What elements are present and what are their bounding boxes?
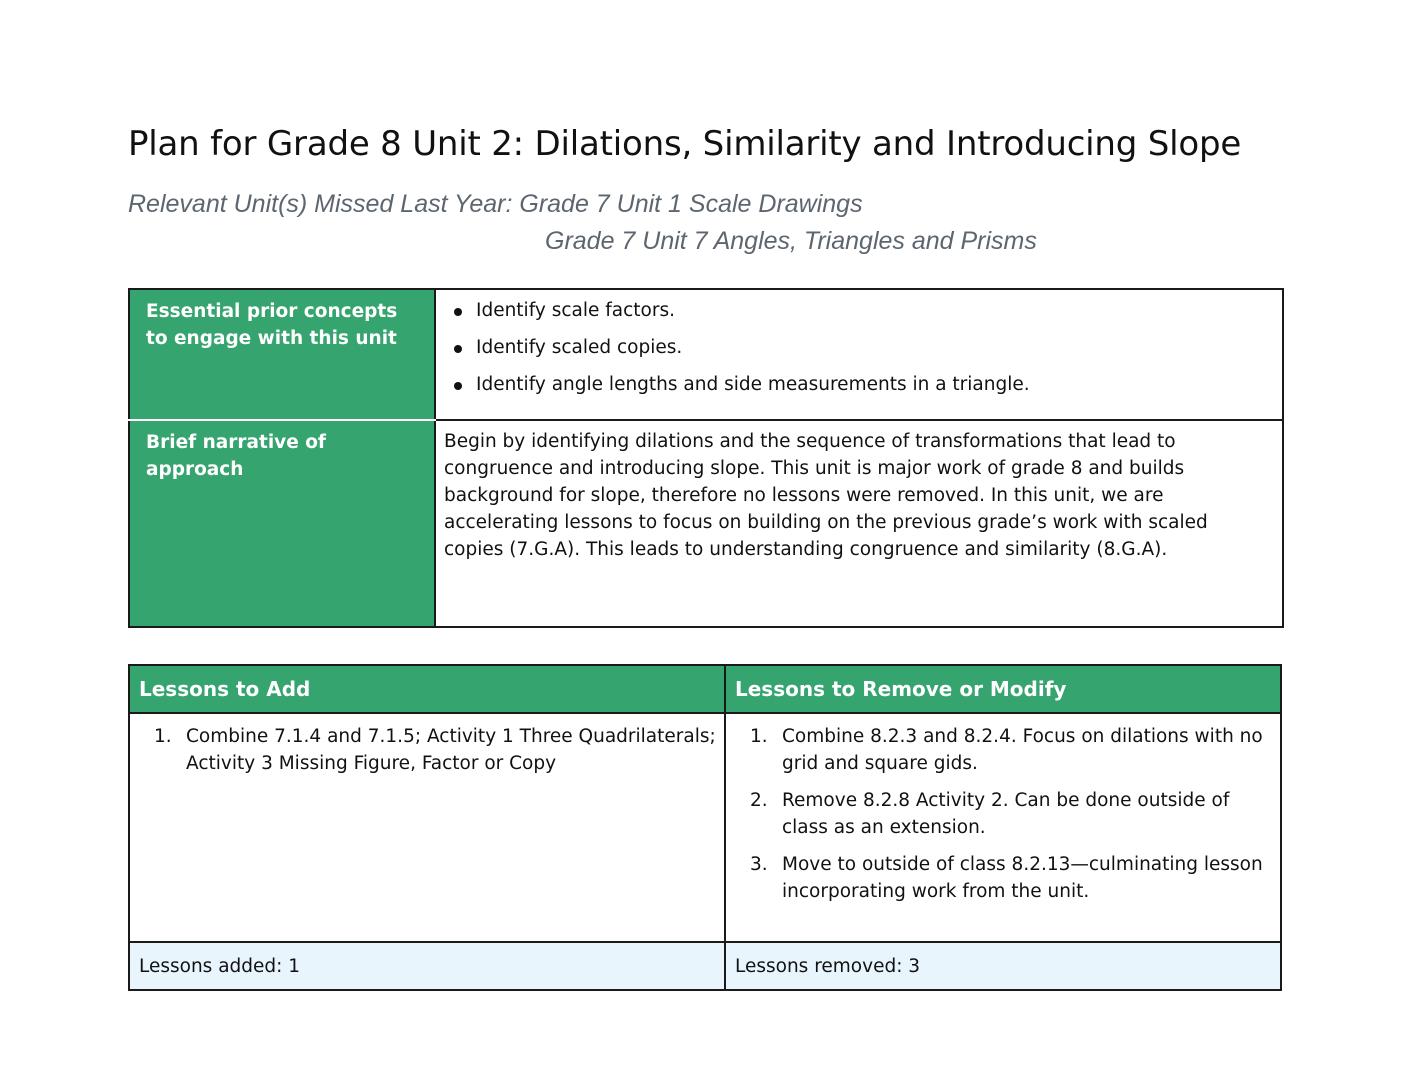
list-item [452, 334, 1272, 361]
list-item-number: 3. [750, 854, 768, 875]
subtitle-line-2: Grade 7 Unit 7 Angles, Triangles and Prisms [545, 227, 1037, 255]
narrative-row [129, 420, 1283, 627]
subtitle [128, 186, 1037, 260]
prior-concepts-row [129, 289, 1283, 420]
list-item-number: 1. [154, 726, 172, 747]
list-item-text: Combine 8.2.3 and 8.2.4. Focus on dilations with no grid and square gids. [782, 726, 1263, 774]
lessons-table [128, 664, 1282, 991]
list-item-number: 1. [750, 726, 768, 747]
list-item [734, 723, 1272, 777]
bullet-icon [454, 382, 462, 390]
lessons-to-add-header: Lessons to Add [129, 665, 725, 713]
list-item [138, 723, 716, 777]
lessons-header-row [129, 665, 1281, 713]
prior-concepts-cell [435, 289, 1283, 420]
list-item [452, 371, 1272, 398]
lessons-summary-row [129, 942, 1281, 990]
list-item-text: Identify angle lengths and side measurements in a triangle. [476, 374, 1030, 395]
list-item-text: Combine 7.1.4 and 7.1.5; Activity 1 Three Quadrilaterals; Activity 3 Missing Figure, Factor or Copy [186, 726, 716, 774]
lessons-to-remove-cell [725, 713, 1281, 942]
narrative-label: Brief narrative of approach [129, 420, 435, 627]
list-item [734, 787, 1272, 841]
prior-concepts-label: Essential prior concepts to engage with this unit [129, 289, 435, 420]
bullet-icon [454, 345, 462, 353]
lessons-to-add-list [138, 723, 716, 777]
bullet-icon [454, 308, 462, 316]
narrative-text: Begin by identifying dilations and the sequence of transformations that lead to congruence and introducing slope. This unit is major work of grade 8 and builds background for slope, therefore no lessons were removed. In this unit, we are accelerating lessons to focus on building on the previous grade’s work with scaled copies (7.G.A). This leads to understanding congruence and similarity (8.G.A). [435, 420, 1283, 627]
list-item-text: Identify scale factors. [476, 300, 675, 321]
list-item [734, 851, 1272, 905]
list-item [452, 297, 1272, 324]
list-item-number: 2. [750, 790, 768, 811]
subtitle-line-1: Relevant Unit(s) Missed Last Year: Grade 7 Unit 1 Scale Drawings [128, 190, 863, 218]
prior-concepts-list [444, 297, 1272, 398]
lessons-removed-summary: Lessons removed: 3 [725, 942, 1281, 990]
lessons-to-remove-list [734, 723, 1272, 905]
lessons-added-summary: Lessons added: 1 [129, 942, 725, 990]
overview-table [128, 288, 1284, 628]
list-item-text: Move to outside of class 8.2.13—culminating lesson incorporating work from the unit. [782, 854, 1263, 902]
lessons-body-row [129, 713, 1281, 942]
list-item-text: Identify scaled copies. [476, 337, 683, 358]
lessons-to-add-cell [129, 713, 725, 942]
list-item-text: Remove 8.2.8 Activity 2. Can be done outside of class as an extension. [782, 790, 1230, 838]
lessons-to-remove-header: Lessons to Remove or Modify [725, 665, 1281, 713]
page-title: Plan for Grade 8 Unit 2: Dilations, Similarity and Introducing Slope [128, 124, 1242, 164]
